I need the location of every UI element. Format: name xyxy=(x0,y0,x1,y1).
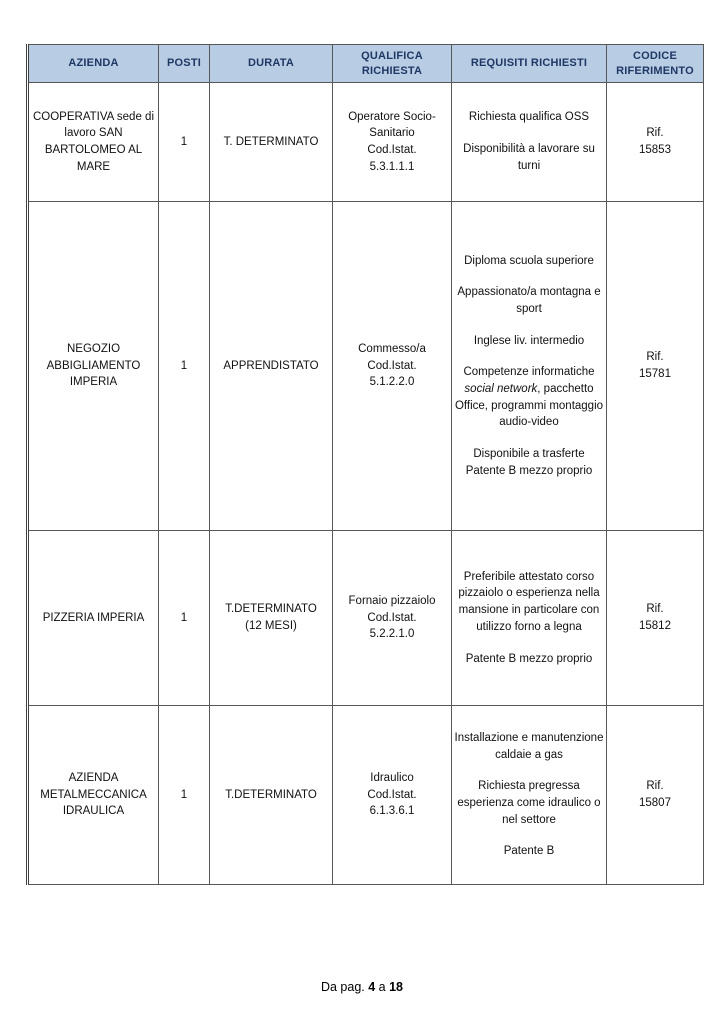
job-listings-table xyxy=(26,44,704,885)
page-footer xyxy=(0,980,724,994)
codice-prefix: Rif. xyxy=(646,127,664,140)
cell-codice xyxy=(607,83,704,202)
qualifica-line-0: Fornaio pizzaiolo xyxy=(348,594,436,607)
azienda-value: PIZZERIA IMPERIA xyxy=(42,611,145,624)
durata-line-1: (12 MESI) xyxy=(245,620,297,632)
qualifica-line-1: Sanitario xyxy=(369,127,415,140)
codice-number: 15807 xyxy=(639,797,671,809)
footer-from-page: 4 xyxy=(368,980,376,994)
footer-prefix: Da pag. xyxy=(320,980,365,994)
table-row xyxy=(28,706,704,885)
durata-value: T.DETERMINATO xyxy=(225,788,317,801)
column-header-requisiti xyxy=(452,45,607,83)
durata-value: T. DETERMINATO xyxy=(223,135,319,148)
cell-durata xyxy=(210,706,333,885)
column-header-codice-line2: RIFERIMENTO xyxy=(616,64,694,77)
table-row xyxy=(28,531,704,706)
footer-middle: a xyxy=(378,980,386,994)
qualifica-line-0: Idraulico xyxy=(370,771,414,784)
cell-requisiti xyxy=(452,202,607,531)
requisito-italic-term: social network xyxy=(464,383,538,395)
qualifica-line-2: 5.2.2.1.0 xyxy=(369,628,415,641)
column-header-azienda xyxy=(28,45,159,83)
cell-durata xyxy=(210,83,333,202)
cell-posti xyxy=(159,706,210,885)
column-header-qualifica-line2: RICHIESTA xyxy=(361,64,423,77)
cell-qualifica xyxy=(333,706,452,885)
cell-requisiti xyxy=(452,83,607,202)
cell-qualifica xyxy=(333,531,452,706)
qualifica-line-0: Operatore Socio- xyxy=(348,110,436,123)
requisito-paragraph: Patente B mezzo proprio xyxy=(465,652,593,665)
table-header-row xyxy=(28,45,704,83)
qualifica-line-3: 5.3.1.1.1 xyxy=(369,160,415,173)
cell-azienda xyxy=(28,531,159,706)
column-header-requisiti-label: REQUISITI RICHIESTI xyxy=(470,57,588,70)
qualifica-line-2: 5.1.2.2.0 xyxy=(369,376,415,389)
posti-value: 1 xyxy=(180,135,188,148)
qualifica-line-1: Cod.Istat. xyxy=(367,788,417,801)
requisito-paragraph: Preferibile attestato corso pizzaiolo o esperienza nella mansione in particolare con utilizzo forno a legna xyxy=(458,570,600,633)
codice-prefix: Rif. xyxy=(646,351,664,364)
footer-to-page: 18 xyxy=(389,980,404,994)
codice-number: 15781 xyxy=(639,368,671,380)
requisito-paragraph: Richiesta qualifica OSS xyxy=(468,111,590,124)
qualifica-line-1: Cod.Istat. xyxy=(367,359,417,372)
column-header-posti xyxy=(159,45,210,83)
codice-number: 15853 xyxy=(639,144,671,156)
codice-number: 15812 xyxy=(639,620,671,632)
cell-codice xyxy=(607,531,704,706)
cell-azienda xyxy=(28,706,159,885)
table-header xyxy=(28,45,704,83)
durata-value: APPRENDISTATO xyxy=(223,359,319,372)
column-header-durata-label: DURATA xyxy=(247,57,294,70)
requisito-paragraph: Patente B xyxy=(503,845,555,858)
azienda-value: COOPERATIVA sede di lavoro SAN BARTOLOMEO AL MARE xyxy=(32,110,154,173)
table-body xyxy=(28,83,704,885)
table-row xyxy=(28,83,704,202)
column-header-codice-line1: CODICE xyxy=(633,49,677,62)
cell-qualifica xyxy=(333,83,452,202)
cell-requisiti xyxy=(452,706,607,885)
azienda-value: NEGOZIO ABBIGLIAMENTO IMPERIA xyxy=(46,342,141,389)
requisito-paragraph: Disponibile a trasferte Patente B mezzo proprio xyxy=(465,448,593,477)
cell-qualifica xyxy=(333,202,452,531)
qualifica-line-2: Cod.Istat. xyxy=(367,144,417,156)
cell-codice xyxy=(607,202,704,531)
cell-azienda xyxy=(28,83,159,202)
posti-value: 1 xyxy=(180,788,188,801)
column-header-qualifica-line1: QUALIFICA xyxy=(361,49,423,62)
requisito-paragraph: Appassionato/a montagna e sport xyxy=(457,286,601,315)
requisito-paragraph: Richiesta pregressa esperienza come idraulico o nel settore xyxy=(457,780,601,826)
cell-posti xyxy=(159,531,210,706)
requisito-paragraph: Diploma scuola superiore xyxy=(464,254,594,267)
column-header-qualifica xyxy=(333,45,452,83)
qualifica-line-0: Commesso/a xyxy=(358,342,426,355)
requisito-paragraph: Installazione e manutenzione caldaie a gas xyxy=(454,731,604,761)
cell-posti xyxy=(159,202,210,531)
cell-durata xyxy=(210,531,333,706)
column-header-codice xyxy=(607,45,704,83)
cell-requisiti xyxy=(452,531,607,706)
posti-value: 1 xyxy=(180,611,188,624)
azienda-value: AZIENDA METALMECCANICA IDRAULICA xyxy=(40,771,147,818)
requisito-paragraph: Inglese liv. intermedio xyxy=(473,334,585,347)
qualifica-line-1: Cod.Istat. xyxy=(367,611,417,624)
cell-azienda xyxy=(28,202,159,531)
column-header-posti-label: POSTI xyxy=(166,57,201,70)
cell-durata xyxy=(210,202,333,531)
cell-codice xyxy=(607,706,704,885)
qualifica-line-2: 6.1.3.6.1 xyxy=(369,805,415,818)
posti-value: 1 xyxy=(180,359,188,372)
requisito-paragraph: Competenze informatiche social network, pacchetto Office, programmi montaggio audio-video xyxy=(454,366,604,429)
table-row xyxy=(28,202,704,531)
codice-prefix: Rif. xyxy=(646,603,664,616)
durata-line-0: T.DETERMINATO xyxy=(225,603,317,616)
requisito-paragraph: Disponibilità a lavorare su turni xyxy=(463,143,595,172)
cell-posti xyxy=(159,83,210,202)
codice-prefix: Rif. xyxy=(646,780,664,793)
column-header-durata xyxy=(210,45,333,83)
column-header-azienda-label: AZIENDA xyxy=(68,57,119,70)
